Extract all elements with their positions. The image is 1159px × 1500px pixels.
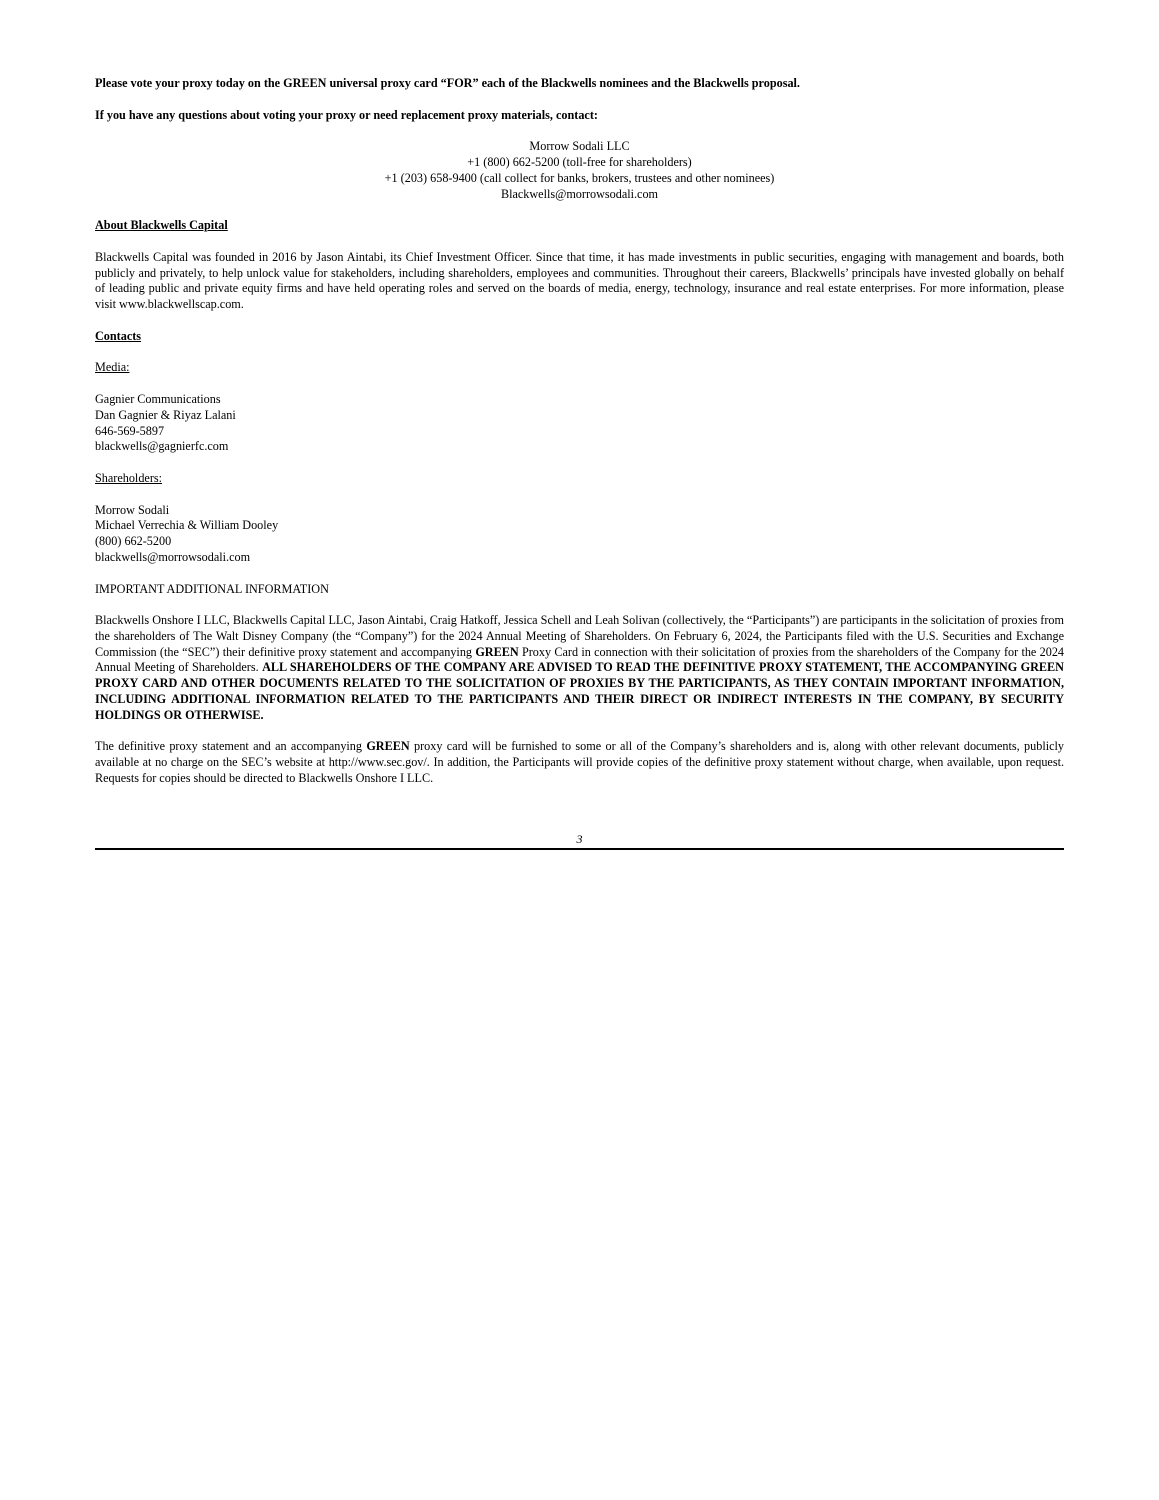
contacts-heading: Contacts: [95, 328, 142, 343]
important-paragraph-1-bold: ALL SHAREHOLDERS OF THE COMPANY ARE ADVISED TO READ THE DEFINITIVE PROXY STATEMENT, THE ACCOMPANYING GREEN PROXY CARD AND OTHER DOCUMENTS RELATED TO THE SOLICITATION OF PROXIES BY THE PARTICIPANTS, AS THEY CONTAIN IMPORTANT INFORMATION, INCLUDING ADDITIONAL INFORMATION RELATED TO THE PARTICIPANTS AND THEIR DIRECT OR INDIRECT INTERESTS IN THE COMPANY, BY SECURITY HOLDINGS OR OTHERWISE.: [95, 660, 1064, 722]
important-paragraph-1-text: Blackwells Onshore I LLC, Blackwells Capital LLC, Jason Aintabi, Craig Hatkoff, Jessica Schell and Leah Solivan (collectively, the “Participants”) are participants in the solicitation of proxies from the shareholders of The Walt Disney Company (the “Company”) for the 2024 Annual Meeting of Shareholders. On February 6, 2024, the Participants filed with the U.S. Securities and Exchange Commission (the “SEC”) their definitive proxy statement and accompanying: [95, 613, 1064, 659]
important-paragraph-2-text-cont: proxy card will be furnished to some or all of the Company’s shareholders and is, along with other relevant documents, publicly available at no charge on the SEC’s website at http://www.sec.gov/. In addition, the Participants will provide copies of the definitive proxy statement without charge, when available, upon request. Requests for copies should be directed to Blackwells Onshore I LLC.: [95, 739, 1064, 786]
shareholders-contact-line: blackwells@morrowsodali.com: [95, 549, 251, 564]
green-emphasis: GREEN: [475, 644, 519, 659]
important-paragraph-1: [95, 613, 1064, 724]
solicitor-name: Morrow Sodali LLC: [529, 139, 630, 154]
solicitor-contact-block: [95, 139, 1064, 202]
important-heading: IMPORTANT ADDITIONAL INFORMATION: [95, 581, 329, 596]
about-heading: About Blackwells Capital: [95, 218, 228, 233]
document-page: [95, 76, 1064, 787]
media-contact-block: [95, 392, 1064, 455]
footer-divider: [95, 848, 1064, 850]
media-contact-line: Dan Gagnier & Riyaz Lalani: [95, 407, 236, 422]
media-label: Media:: [95, 360, 130, 375]
shareholders-contact-line: Morrow Sodali: [95, 502, 170, 517]
shareholders-contact-block: [95, 503, 1064, 566]
shareholders-label: Shareholders:: [95, 470, 163, 485]
solicitor-email: Blackwells@morrowsodali.com: [500, 186, 659, 201]
solicitor-phone-collect: +1 (203) 658-9400 (call collect for banks, brokers, trustees and other nominees): [384, 170, 775, 185]
important-paragraph-1-text-cont: Proxy Card in connection with their solicitation of proxies from the shareholders of the Company for the 2024 Annual Meeting of Shareholders.: [95, 644, 1065, 675]
important-paragraph-2: [95, 739, 1064, 786]
media-contact-line: 646-569-5897: [95, 423, 165, 438]
media-contact-line: Gagnier Communications: [95, 391, 221, 406]
vote-instruction: Please vote your proxy today on the GREEN universal proxy card “FOR” each of the Blackwells nominees and the Blackwells proposal.: [95, 76, 800, 90]
important-paragraph-2-text: The definitive proxy statement and an accompanying: [95, 739, 367, 754]
shareholders-contact-line: Michael Verrechia & William Dooley: [95, 518, 279, 533]
solicitor-phone-toll-free: +1 (800) 662-5200 (toll-free for shareholders): [467, 154, 692, 169]
about-body: Blackwells Capital was founded in 2016 by Jason Aintabi, its Chief Investment Officer. Since that time, it has made investments in public securities, engaging with management and boards, both publicly and privately, to help unlock value for stakeholders, including shareholders, employees and communities. Throughout their careers, Blackwells’ principals have invested globally on behalf of leading public and private equity firms and have held operating roles and served on the boards of media, energy, technology, insurance and real estate enterprises. For more information, please visit www.blackwellscap.com.: [95, 249, 1064, 312]
questions-line: If you have any questions about voting your proxy or need replacement proxy materials, contact:: [95, 107, 598, 122]
green-emphasis: GREEN: [366, 739, 410, 754]
page-footer: [95, 832, 1064, 850]
page-number: 3: [576, 832, 583, 846]
shareholders-contact-line: (800) 662-5200: [95, 534, 172, 549]
media-contact-line: blackwells@gagnierfc.com: [95, 439, 229, 454]
